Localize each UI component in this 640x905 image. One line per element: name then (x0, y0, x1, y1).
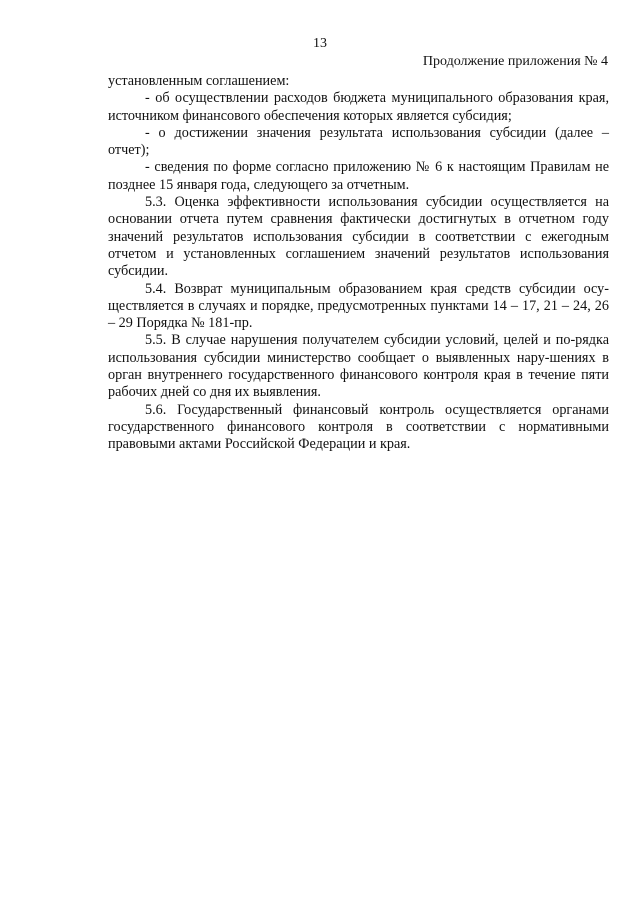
paragraph-expenses-item: - об осуществлении расходов бюджета муниципального образования края, источником финансового обеспечения которых является субсидия; (108, 90, 609, 124)
paragraph-agreement-intro: установленным соглашением: (108, 73, 290, 89)
paragraph-form-item: - сведения по форме согласно приложению № 6 к настоящим Правилам не позднее 15 января года, следующего за отчетным. (108, 159, 609, 193)
page-number: 13 (313, 36, 327, 51)
paragraph-5-4: 5.4. Возврат муниципальным образованием края средств субсидии осу-ществляется в случаях и порядке, предусмотренных пунктами 14 – 17, 21 – 24, 26 – 29 Порядка № 181-пр. (108, 280, 609, 332)
appendix-continuation-label: Продолжение приложения № 4 (422, 54, 608, 69)
document-body (108, 73, 609, 454)
paragraph-5-5: 5.5. В случае нарушения получателем субсидии условий, целей и по-рядка использования субсидии министерство сообщает о выявленных нару-шениях в орган внутреннего государственного финансового контроля края в течение пяти рабочих дней со дня их выявления. (108, 332, 609, 401)
paragraph-5-6: 5.6. Государственный финансовый контроль осуществляется органами государственного финансового контроля в соответствии с нормативными правовыми актами Российской Федерации и края. (108, 401, 609, 453)
paragraph-result-item: - о достижении значения результата использования субсидии (далее – отчет); (108, 124, 609, 159)
paragraph-5-3: 5.3. Оценка эффективности использования субсидии осуществляется на основании отчета путем сравнения фактически достигнутых в отчетном году значений результатов использования субсидии в соответствии с ежегодным отчетом и установленных соглашением значений результатов использования субсидии. (108, 194, 609, 280)
